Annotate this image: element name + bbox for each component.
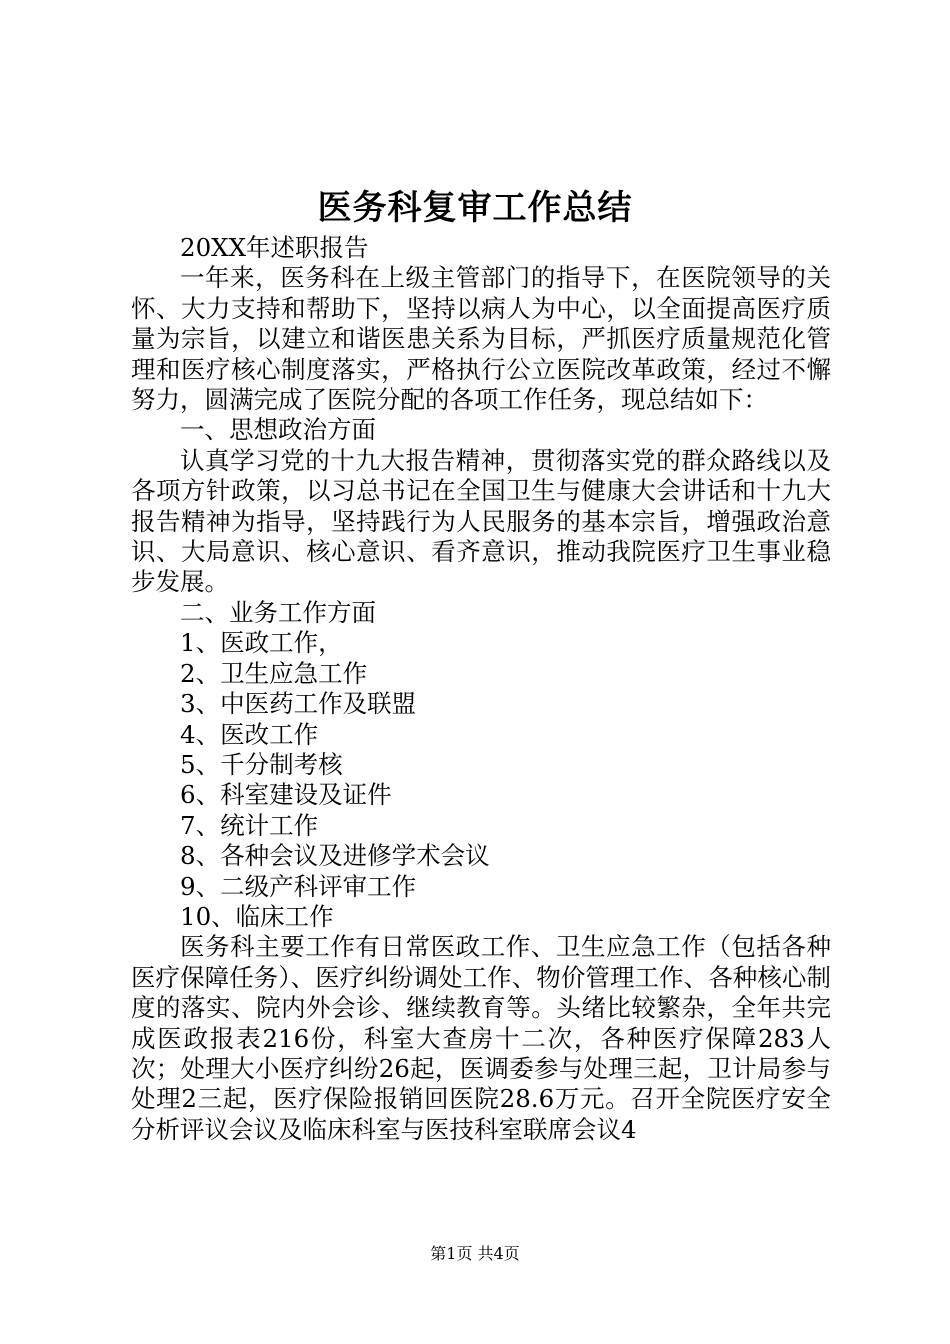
paragraph-political: 认真学习党的十九大报告精神，贯彻落实党的群众路线以及各项方针政策，以习总书记在全国卫生与健康大会讲话和十九大报告精神为指导，坚持践行为人民服务的基本宗旨，增强政治意识、大局意识、核心意识、看齐意识，推动我院医疗卫生事业稳步发展。 xyxy=(131,445,831,597)
list-item: 2、卫生应急工作 xyxy=(180,658,368,688)
list-item: 3、中医药工作及联盟 xyxy=(180,689,417,719)
paragraph-report-label: 20XX年述职报告 xyxy=(180,233,369,262)
list-item: 8、各种会议及进修学术会议 xyxy=(180,841,490,871)
list-item: 1、医政工作， xyxy=(180,628,343,658)
list-item: 9、二级产科评审工作 xyxy=(180,871,417,901)
section-heading-political: 一、思想政治方面 xyxy=(180,415,376,445)
paragraph-intro: 一年来，医务科在上级主管部门的指导下，在医院领导的关怀、大力支持和帮助下，坚持以病人为中心，以全面提高医疗质量为宗旨，以建立和谐医患关系为目标，严抓医疗质量规范化管理和医疗核心制度落实，严格执行公立医院改革政策，经过不懈努力，圆满完成了医院分配的各项工作任务，现总结如下： xyxy=(131,263,831,415)
list-item: 4、医改工作 xyxy=(180,719,319,749)
list-item: 5、千分制考核 xyxy=(180,749,343,779)
document-body xyxy=(131,233,831,1145)
list-item: 10、临床工作 xyxy=(180,901,334,931)
section-heading-business: 二、业务工作方面 xyxy=(180,597,376,627)
list-item: 7、统计工作 xyxy=(180,810,319,840)
document-title: 医务科复审工作总结 xyxy=(317,188,633,228)
list-item: 6、科室建设及证件 xyxy=(180,780,392,810)
paragraph-work-summary: 医务科主要工作有日常医政工作、卫生应急工作（包括各种医疗保障任务）、医疗纠纷调处工作、物价管理工作、各种核心制度的落实、院内外会诊、继续教育等。头绪比较繁杂，全年共完成医政报表216份，科室大查房十二次，各种医疗保障283人次；处理大小医疗纠纷26起，医调委参与处理三起，卫计局参与处理2三起，医疗保险报销回医院28.6万元。召开全院医疗安全分析评议会议及临床科室与医技科室联席会议4 xyxy=(131,932,831,1144)
page-number-footer: 第1页 共4页 xyxy=(430,1244,520,1263)
